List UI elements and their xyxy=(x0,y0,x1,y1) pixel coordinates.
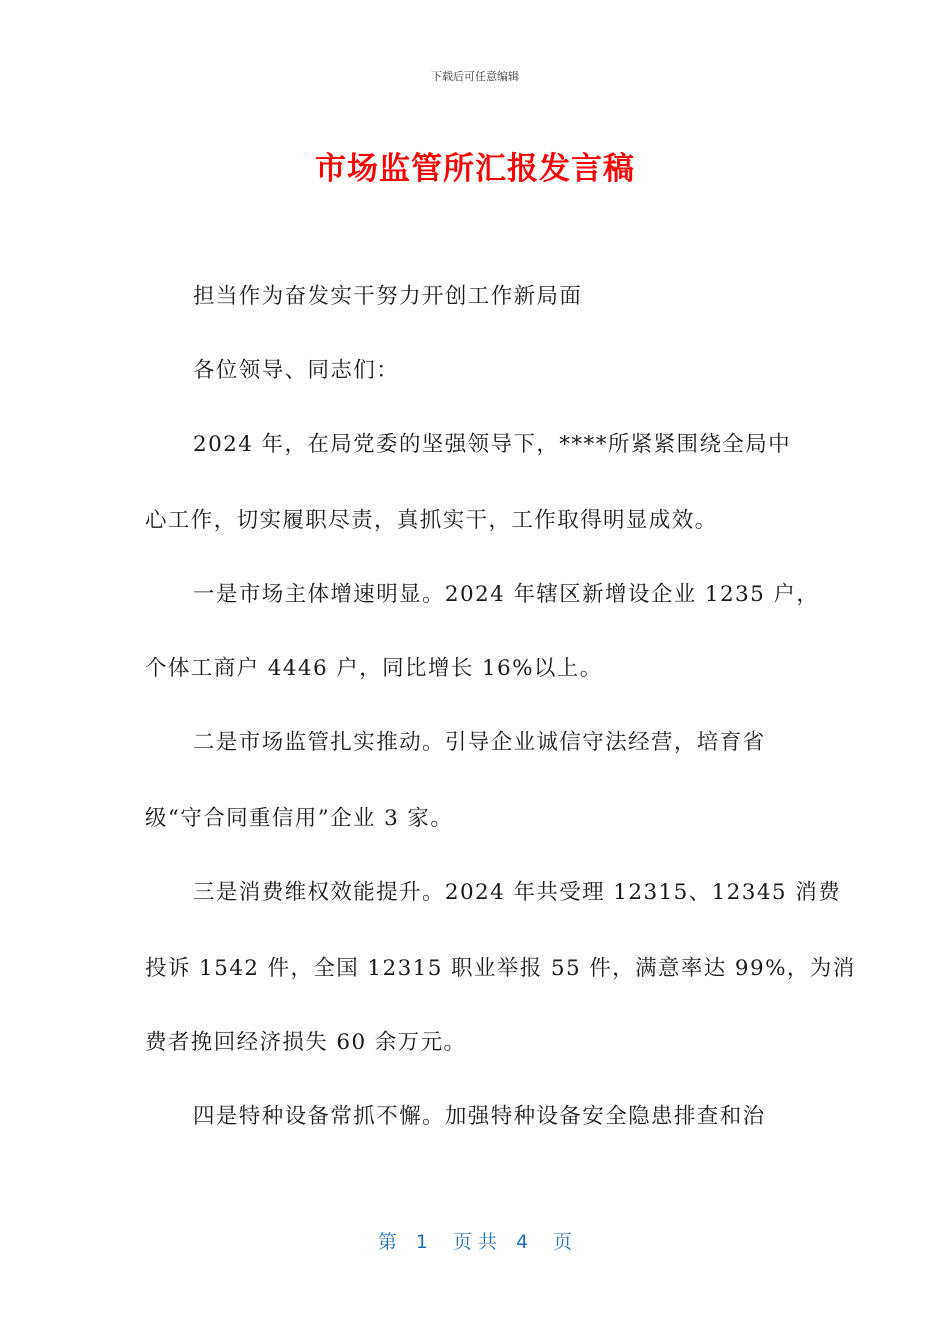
document-title: 市场监管所汇报发言稿 xyxy=(315,151,635,187)
paragraph-line: 费者挽回经济损失 60 余万元。 xyxy=(145,1030,467,1055)
paragraph-line: 级“守合同重信用”企业 3 家。 xyxy=(145,806,454,831)
paragraph-line: 2024 年，在局党委的坚强领导下，****所紧紧围绕全局中 xyxy=(193,432,792,457)
page-number-footer: 第 1 页 共 4 页 xyxy=(377,1231,573,1253)
paragraph-line: 二是市场监管扎实推动。引导企业诚信守法经营，培育省 xyxy=(193,730,766,755)
paragraph-line: 三是消费维权效能提升。2024 年共受理 12315、12345 消费 xyxy=(193,880,842,905)
paragraph-line: 四是特种设备常抓不懈。加强特种设备安全隐患排查和治 xyxy=(193,1104,766,1129)
paragraph-line: 个体工商户 4446 户，同比增长 16%以上。 xyxy=(145,656,603,681)
salutation-line: 各位领导、同志们： xyxy=(193,358,400,383)
paragraph-line: 投诉 1542 件，全国 12315 职业举报 55 件，满意率达 99%，为消 xyxy=(145,956,856,981)
subtitle-line: 担当作为奋发实干努力开创工作新局面 xyxy=(193,284,583,309)
paragraph-line: 心工作，切实履职尽责，真抓实干，工作取得明显成效。 xyxy=(145,508,718,533)
paragraph-line: 一是市场主体增速明显。2024 年辖区新增设企业 1235 户， xyxy=(193,582,820,607)
header-note: 下载后可任意编辑 xyxy=(431,70,519,83)
